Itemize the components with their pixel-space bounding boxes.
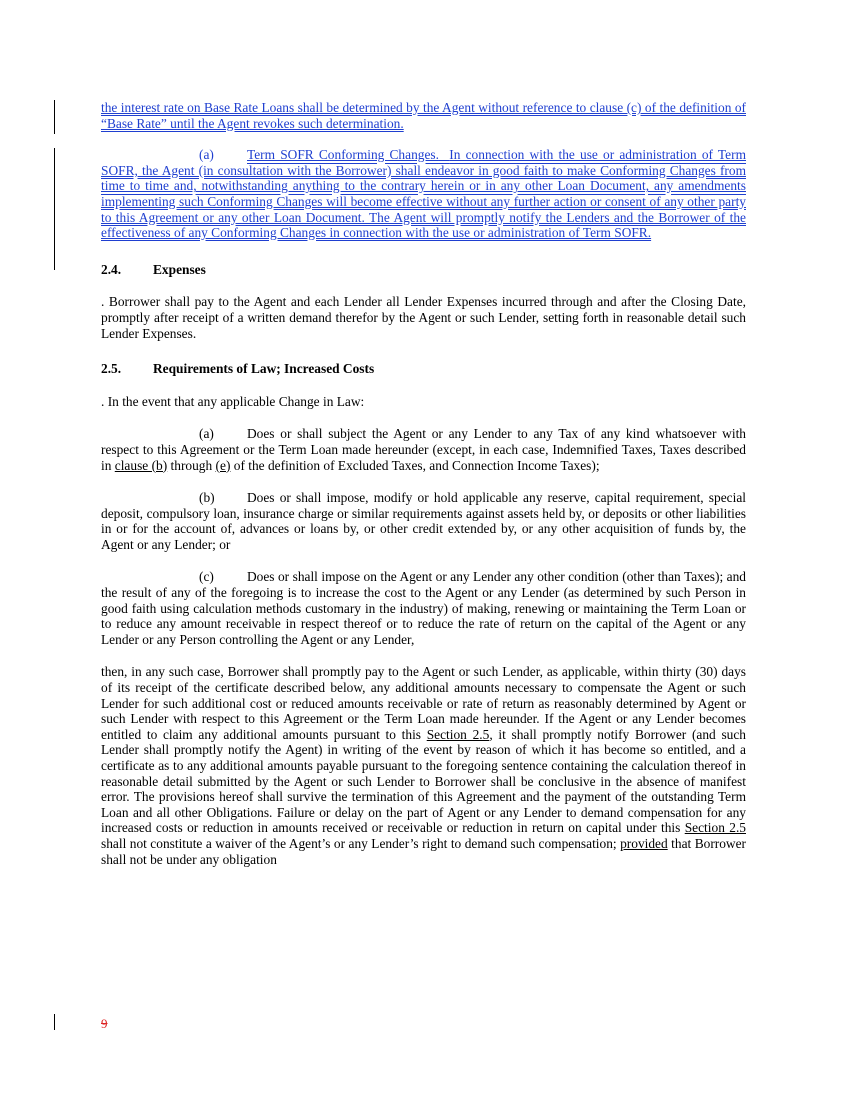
change-bar	[54, 1014, 55, 1030]
section-2-4-body: . Borrower shall pay to the Agent and each Lender all Lender Expenses incurred through and after the Closing Date, promptly after receipt of a written demand therefor by the Agent or such Lender, setting forth in reasonable detail such Lender Expenses.	[101, 294, 746, 341]
conforming-changes-title: Term SOFR Conforming Changes.	[247, 147, 439, 163]
cross-reference: clause (b)	[114, 457, 168, 473]
item-text: of the definition of Excluded Taxes, and Connection Income Taxes);	[230, 457, 600, 473]
item-marker: (b)	[199, 490, 215, 506]
inserted-paragraph-conforming-changes	[101, 147, 746, 241]
closing-text: then, in any such case, Borrower shall promptly pay to the Agent or such Lender, as applicable, within thirty (30) days of its receipt of the certificate described below, any additional amounts necessary to compensate the Agent or such Lender for such additional cost or reduced amounts receivable or rate of return as reasonably determined by Agent or such Lender with respect to this Agreement or the Term Loan made hereunder. If the Agent or any Lender becomes entitled to claim any additional amounts pursuant to this	[101, 664, 746, 742]
item-text: through	[167, 457, 216, 473]
section-heading-2-5	[101, 361, 746, 377]
section-number: 2.4.	[101, 261, 122, 277]
closing-text: shall not constitute a waiver of the Agent’s or any Lender’s right to demand such compensation;	[101, 835, 621, 851]
defined-term-provided: provided	[620, 835, 668, 851]
section-2-5-intro: . In the event that any applicable Change in Law:	[101, 393, 365, 409]
item-text: Does or shall impose on the Agent or any Lender any other condition (other than Taxes); and the result of any of the foregoing is to increase the cost to the Agent or any Lender (as determined by such Person in good faith using calculation methods customary in the industry) of making, renewing or maintaining the Term Loan or to reduce any amount receivable in respect thereof or to reduce the rate of return on the capital of the Agent or any Lender or any Person controlling the Agent or any Lender,	[101, 569, 746, 647]
cross-reference: (e)	[215, 457, 231, 473]
document-body	[101, 100, 746, 867]
cross-reference: Section 2.5	[426, 726, 490, 742]
section-number: 2.5.	[101, 361, 122, 377]
closing-text: that Borrower shall not be under any obligation	[101, 835, 747, 867]
section-2-5-closing	[101, 664, 746, 867]
item-a	[101, 426, 746, 473]
section-title: Expenses	[153, 261, 206, 277]
closing-text: , it shall promptly notify Borrower (and such Lender shall promptly notify the Agent) in writing of the event by reason of which it has become so entitled, and a certificate as to any additional amounts payable pursuant to the foregoing sentence containing the calculation thereof in reasonable detail submitted by the Agent or such Lender to Borrower shall be conclusive in the absence of manifest error. The provisions hereof shall survive the termination of this Agreement and the payment of the outstanding Term Loan and all other Obligations. Failure or delay on the part of Agent or any Lender to demand compensation for any increased costs or reduction in amounts received or receivable or reduction in return on capital under this	[101, 726, 746, 836]
cross-reference: Section 2.5	[684, 820, 746, 836]
section-heading-2-4	[101, 262, 746, 278]
item-b	[101, 490, 746, 552]
item-text: Does or shall impose, modify or hold applicable any reserve, capital requirement, special deposit, compulsory loan, insurance charge or similar requirements against assets held by, or deposits or other liabilities in or for the account of, advances or loans by, or other credit extended by, or any other acquisition of funds by, the Agent or any Lender; or	[101, 490, 746, 552]
item-marker: (a)	[199, 147, 214, 163]
item-text: Does or shall subject the Agent or any Lender to any Tax of any kind whatsoever with respect to this Agreement or the Term Loan made hereunder (except, in each case, Indemnified Taxes, Taxes described in	[101, 426, 746, 473]
inserted-paragraph-base-rate: the interest rate on Base Rate Loans shall be determined by the Agent without reference to clause (c) of the definition of “Base Rate” until the Agent revokes such determination.	[101, 100, 746, 131]
conforming-changes-body: In connection with the use or administration of Term SOFR, the Agent (in consultation with the Borrower) shall endeavor in good faith to make Conforming Changes from time to time and, notwithstanding anything to the contrary herein or in any other Loan Document, any amendments implementing such Conforming Changes will become effective without any further action or consent of any other party to this Agreement or any other Loan Document. The Agent will promptly notify the Lenders and the Borrower of the effectiveness of any Conforming Changes in connection with the use or administration of Term SOFR.	[101, 147, 746, 241]
section-title: Requirements of Law; Increased Costs	[153, 361, 375, 377]
change-bar	[54, 148, 55, 270]
change-bar	[54, 100, 55, 134]
item-c	[101, 569, 746, 647]
item-marker: (a)	[199, 426, 214, 442]
page-number: 9	[101, 1016, 108, 1031]
item-marker: (c)	[199, 569, 214, 585]
